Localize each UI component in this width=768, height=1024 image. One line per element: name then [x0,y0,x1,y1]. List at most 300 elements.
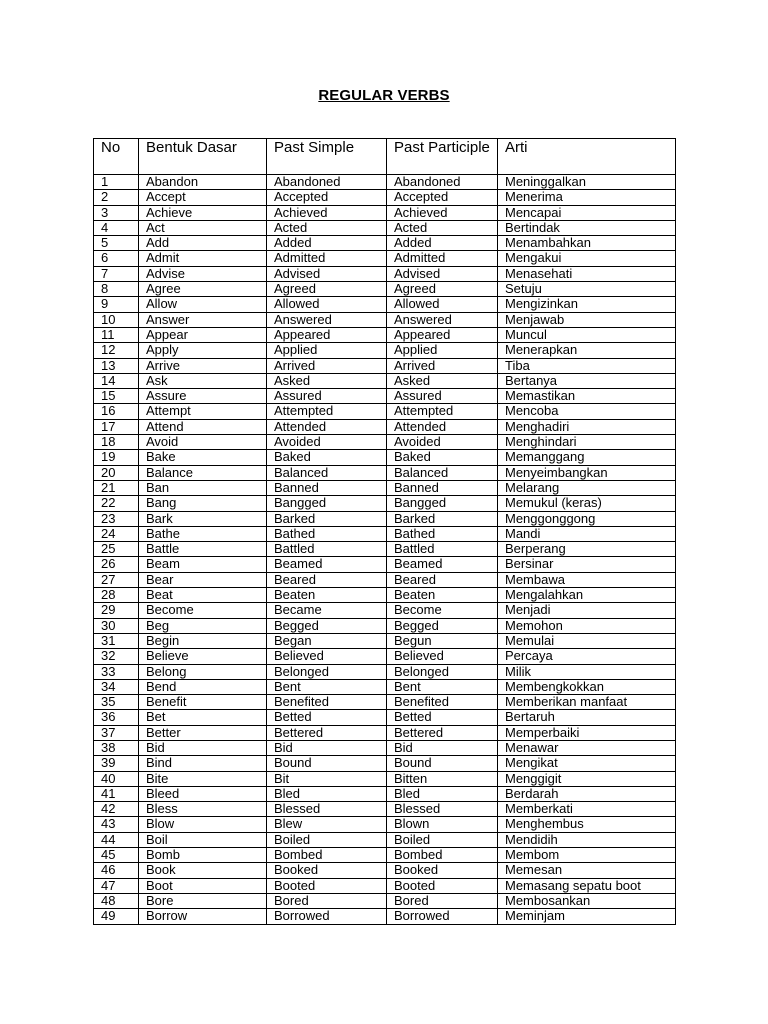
table-row [94,695,676,710]
cell-base-form: Allow [139,297,267,312]
cell-base-form: Bite [139,771,267,786]
cell-past-simple: Beamed [267,557,387,572]
cell-past-simple: Booted [267,878,387,893]
cell-base-form: Borrow [139,909,267,924]
cell-meaning: Memesan [498,863,676,878]
cell-past-participle: Agreed [387,282,498,297]
table-row [94,450,676,465]
cell-meaning: Melarang [498,480,676,495]
cell-meaning: Bertindak [498,220,676,235]
table-row [94,740,676,755]
cell-meaning: Menghindari [498,435,676,450]
cell-no: 20 [94,465,139,480]
cell-past-participle: Become [387,603,498,618]
cell-past-simple: Bent [267,679,387,694]
cell-base-form: Bathe [139,526,267,541]
cell-meaning: Menggonggong [498,511,676,526]
cell-past-participle: Acted [387,220,498,235]
cell-meaning: Berperang [498,542,676,557]
cell-no: 22 [94,496,139,511]
cell-base-form: Believe [139,649,267,664]
cell-no: 36 [94,710,139,725]
cell-past-simple: Became [267,603,387,618]
cell-no: 18 [94,435,139,450]
table-row [94,419,676,434]
table-row [94,266,676,281]
cell-past-simple: Belonged [267,664,387,679]
cell-meaning: Membom [498,848,676,863]
table-row [94,633,676,648]
cell-no: 10 [94,312,139,327]
cell-past-simple: Bangged [267,496,387,511]
header-base-form: Bentuk Dasar [139,139,267,175]
cell-meaning: Menghembus [498,817,676,832]
cell-past-participle: Begged [387,618,498,633]
cell-meaning: Menggigit [498,771,676,786]
cell-no: 28 [94,588,139,603]
cell-no: 39 [94,756,139,771]
cell-meaning: Memberikan manfaat [498,695,676,710]
cell-no: 33 [94,664,139,679]
cell-past-simple: Abandoned [267,175,387,190]
cell-base-form: Beg [139,618,267,633]
cell-base-form: Attempt [139,404,267,419]
table-row [94,220,676,235]
cell-past-participle: Abandoned [387,175,498,190]
cell-past-simple: Bored [267,893,387,908]
cell-base-form: Add [139,236,267,251]
cell-past-simple: Bombed [267,848,387,863]
cell-no: 16 [94,404,139,419]
cell-past-participle: Asked [387,373,498,388]
cell-past-participle: Assured [387,389,498,404]
cell-base-form: Attend [139,419,267,434]
cell-meaning: Meminjam [498,909,676,924]
table-row [94,786,676,801]
cell-past-simple: Appeared [267,327,387,342]
cell-meaning: Mengikat [498,756,676,771]
cell-past-participle: Allowed [387,297,498,312]
cell-past-participle: Bored [387,893,498,908]
cell-base-form: Book [139,863,267,878]
cell-past-simple: Arrived [267,358,387,373]
table-row [94,389,676,404]
cell-base-form: Appear [139,327,267,342]
cell-meaning: Menghadiri [498,419,676,434]
cell-past-participle: Booked [387,863,498,878]
cell-no: 26 [94,557,139,572]
cell-no: 3 [94,205,139,220]
cell-meaning: Memulai [498,633,676,648]
cell-past-participle: Appeared [387,327,498,342]
cell-past-participle: Banned [387,480,498,495]
cell-no: 40 [94,771,139,786]
table-row [94,435,676,450]
cell-meaning: Bertanya [498,373,676,388]
cell-base-form: Bid [139,740,267,755]
table-row [94,511,676,526]
cell-no: 37 [94,725,139,740]
table-row [94,343,676,358]
cell-no: 27 [94,572,139,587]
cell-base-form: Avoid [139,435,267,450]
table-row [94,404,676,419]
cell-base-form: Balance [139,465,267,480]
cell-base-form: Blow [139,817,267,832]
cell-base-form: Admit [139,251,267,266]
cell-base-form: Arrive [139,358,267,373]
cell-past-simple: Believed [267,649,387,664]
table-row [94,863,676,878]
cell-past-simple: Avoided [267,435,387,450]
table-row [94,282,676,297]
cell-base-form: Act [139,220,267,235]
cell-no: 24 [94,526,139,541]
table-row [94,190,676,205]
cell-no: 30 [94,618,139,633]
cell-base-form: Beat [139,588,267,603]
cell-past-participle: Booted [387,878,498,893]
cell-meaning: Memberkati [498,802,676,817]
cell-past-simple: Borrowed [267,909,387,924]
cell-no: 2 [94,190,139,205]
cell-past-participle: Barked [387,511,498,526]
cell-meaning: Mengizinkan [498,297,676,312]
cell-base-form: Boil [139,832,267,847]
table-row [94,893,676,908]
cell-past-simple: Added [267,236,387,251]
cell-base-form: Accept [139,190,267,205]
table-row [94,251,676,266]
cell-no: 7 [94,266,139,281]
cell-past-simple: Advised [267,266,387,281]
cell-meaning: Percaya [498,649,676,664]
cell-past-simple: Benefited [267,695,387,710]
cell-past-participle: Added [387,236,498,251]
cell-past-simple: Bit [267,771,387,786]
cell-meaning: Memukul (keras) [498,496,676,511]
cell-past-simple: Beared [267,572,387,587]
cell-past-simple: Baked [267,450,387,465]
cell-meaning: Mengakui [498,251,676,266]
cell-no: 21 [94,480,139,495]
cell-base-form: Agree [139,282,267,297]
cell-past-simple: Beaten [267,588,387,603]
cell-past-simple: Agreed [267,282,387,297]
cell-base-form: Bind [139,756,267,771]
cell-meaning: Mendidih [498,832,676,847]
cell-past-participle: Blessed [387,802,498,817]
cell-past-participle: Beared [387,572,498,587]
cell-base-form: Bless [139,802,267,817]
cell-base-form: Boot [139,878,267,893]
cell-past-participle: Admitted [387,251,498,266]
cell-base-form: Bend [139,679,267,694]
verbs-table [93,138,676,925]
cell-meaning: Mencapai [498,205,676,220]
cell-past-participle: Bound [387,756,498,771]
table-row [94,175,676,190]
cell-past-participle: Avoided [387,435,498,450]
cell-no: 1 [94,175,139,190]
cell-past-participle: Achieved [387,205,498,220]
table-row [94,848,676,863]
table-row [94,373,676,388]
cell-past-participle: Bathed [387,526,498,541]
cell-past-simple: Balanced [267,465,387,480]
cell-past-simple: Begged [267,618,387,633]
cell-no: 49 [94,909,139,924]
cell-meaning: Bersinar [498,557,676,572]
cell-past-simple: Battled [267,542,387,557]
cell-no: 5 [94,236,139,251]
cell-meaning: Menerima [498,190,676,205]
table-header [94,139,676,175]
cell-no: 34 [94,679,139,694]
cell-base-form: Battle [139,542,267,557]
cell-past-simple: Admitted [267,251,387,266]
cell-meaning: Mandi [498,526,676,541]
table-row [94,603,676,618]
table-row [94,312,676,327]
cell-past-simple: Booked [267,863,387,878]
cell-past-simple: Allowed [267,297,387,312]
cell-no: 12 [94,343,139,358]
cell-no: 46 [94,863,139,878]
table-row [94,802,676,817]
cell-meaning: Menasehati [498,266,676,281]
header-past-participle: Past Participle [387,139,498,175]
cell-base-form: Bleed [139,786,267,801]
cell-past-participle: Answered [387,312,498,327]
cell-meaning: Milik [498,664,676,679]
cell-no: 45 [94,848,139,863]
table-row [94,710,676,725]
cell-base-form: Bore [139,893,267,908]
table-row [94,526,676,541]
cell-past-participle: Beaten [387,588,498,603]
cell-past-simple: Banned [267,480,387,495]
cell-past-participle: Battled [387,542,498,557]
cell-no: 9 [94,297,139,312]
cell-past-participle: Blown [387,817,498,832]
cell-past-participle: Bled [387,786,498,801]
cell-base-form: Become [139,603,267,618]
cell-past-participle: Belonged [387,664,498,679]
cell-past-participle: Borrowed [387,909,498,924]
cell-base-form: Bark [139,511,267,526]
header-past-simple: Past Simple [267,139,387,175]
page-title: REGULAR VERBS [318,87,450,104]
cell-no: 4 [94,220,139,235]
cell-no: 6 [94,251,139,266]
cell-base-form: Bet [139,710,267,725]
cell-past-participle: Attended [387,419,498,434]
cell-no: 31 [94,633,139,648]
cell-past-participle: Balanced [387,465,498,480]
cell-past-simple: Answered [267,312,387,327]
cell-base-form: Apply [139,343,267,358]
cell-past-participle: Accepted [387,190,498,205]
cell-past-simple: Began [267,633,387,648]
cell-no: 41 [94,786,139,801]
cell-past-simple: Accepted [267,190,387,205]
cell-no: 25 [94,542,139,557]
cell-base-form: Bang [139,496,267,511]
table-row [94,236,676,251]
cell-base-form: Ask [139,373,267,388]
table-row [94,909,676,924]
cell-meaning: Bertaruh [498,710,676,725]
table-row [94,588,676,603]
cell-past-simple: Assured [267,389,387,404]
cell-past-simple: Achieved [267,205,387,220]
cell-no: 42 [94,802,139,817]
cell-past-simple: Betted [267,710,387,725]
table-row [94,618,676,633]
cell-meaning: Berdarah [498,786,676,801]
cell-past-participle: Beamed [387,557,498,572]
table-row [94,572,676,587]
cell-meaning: Memohon [498,618,676,633]
header-row [94,139,676,175]
cell-base-form: Advise [139,266,267,281]
cell-meaning: Tiba [498,358,676,373]
cell-past-simple: Acted [267,220,387,235]
cell-meaning: Menawar [498,740,676,755]
cell-no: 38 [94,740,139,755]
cell-past-participle: Bid [387,740,498,755]
cell-meaning: Setuju [498,282,676,297]
cell-meaning: Membawa [498,572,676,587]
cell-meaning: Menjadi [498,603,676,618]
cell-meaning: Meninggalkan [498,175,676,190]
cell-no: 23 [94,511,139,526]
cell-base-form: Bomb [139,848,267,863]
table-row [94,205,676,220]
table-row [94,664,676,679]
cell-no: 17 [94,419,139,434]
cell-no: 47 [94,878,139,893]
cell-past-simple: Blew [267,817,387,832]
cell-meaning: Menyeimbangkan [498,465,676,480]
table-row [94,679,676,694]
cell-base-form: Beam [139,557,267,572]
table-row [94,756,676,771]
cell-past-participle: Attempted [387,404,498,419]
cell-past-participle: Believed [387,649,498,664]
cell-base-form: Abandon [139,175,267,190]
table-row [94,327,676,342]
cell-past-simple: Applied [267,343,387,358]
cell-meaning: Menjawab [498,312,676,327]
cell-no: 15 [94,389,139,404]
cell-base-form: Better [139,725,267,740]
table-body [94,175,676,925]
cell-meaning: Menerapkan [498,343,676,358]
table-row [94,480,676,495]
cell-base-form: Achieve [139,205,267,220]
cell-no: 11 [94,327,139,342]
cell-past-participle: Baked [387,450,498,465]
table-row [94,542,676,557]
cell-past-simple: Asked [267,373,387,388]
cell-past-participle: Advised [387,266,498,281]
cell-no: 48 [94,893,139,908]
table-row [94,557,676,572]
table-row [94,771,676,786]
header-meaning: Arti [498,139,676,175]
cell-base-form: Benefit [139,695,267,710]
cell-meaning: Mencoba [498,404,676,419]
cell-no: 19 [94,450,139,465]
cell-meaning: Memperbaiki [498,725,676,740]
cell-base-form: Assure [139,389,267,404]
cell-base-form: Begin [139,633,267,648]
cell-meaning: Muncul [498,327,676,342]
cell-past-participle: Bent [387,679,498,694]
table-row [94,465,676,480]
cell-meaning: Membengkokkan [498,679,676,694]
cell-past-simple: Boiled [267,832,387,847]
cell-no: 43 [94,817,139,832]
cell-past-participle: Bitten [387,771,498,786]
table-row [94,817,676,832]
cell-past-participle: Begun [387,633,498,648]
table-row [94,725,676,740]
cell-past-simple: Bettered [267,725,387,740]
cell-past-participle: Arrived [387,358,498,373]
cell-no: 13 [94,358,139,373]
cell-no: 29 [94,603,139,618]
cell-past-simple: Blessed [267,802,387,817]
cell-no: 8 [94,282,139,297]
cell-past-participle: Bettered [387,725,498,740]
cell-meaning: Memasang sepatu boot [498,878,676,893]
cell-past-simple: Bled [267,786,387,801]
cell-meaning: Memanggang [498,450,676,465]
cell-base-form: Bake [139,450,267,465]
cell-past-participle: Betted [387,710,498,725]
table-row [94,832,676,847]
cell-past-participle: Boiled [387,832,498,847]
table-row [94,649,676,664]
cell-meaning: Memastikan [498,389,676,404]
cell-no: 44 [94,832,139,847]
header-no: No [94,139,139,175]
cell-base-form: Answer [139,312,267,327]
cell-meaning: Menambahkan [498,236,676,251]
cell-past-participle: Benefited [387,695,498,710]
cell-no: 32 [94,649,139,664]
cell-past-simple: Bid [267,740,387,755]
cell-past-participle: Bangged [387,496,498,511]
cell-base-form: Ban [139,480,267,495]
table-row [94,496,676,511]
cell-past-participle: Bombed [387,848,498,863]
cell-no: 14 [94,373,139,388]
cell-base-form: Belong [139,664,267,679]
cell-meaning: Mengalahkan [498,588,676,603]
cell-no: 35 [94,695,139,710]
cell-meaning: Membosankan [498,893,676,908]
cell-past-simple: Barked [267,511,387,526]
table-row [94,878,676,893]
cell-past-simple: Attended [267,419,387,434]
cell-past-simple: Bound [267,756,387,771]
table-row [94,297,676,312]
cell-base-form: Bear [139,572,267,587]
